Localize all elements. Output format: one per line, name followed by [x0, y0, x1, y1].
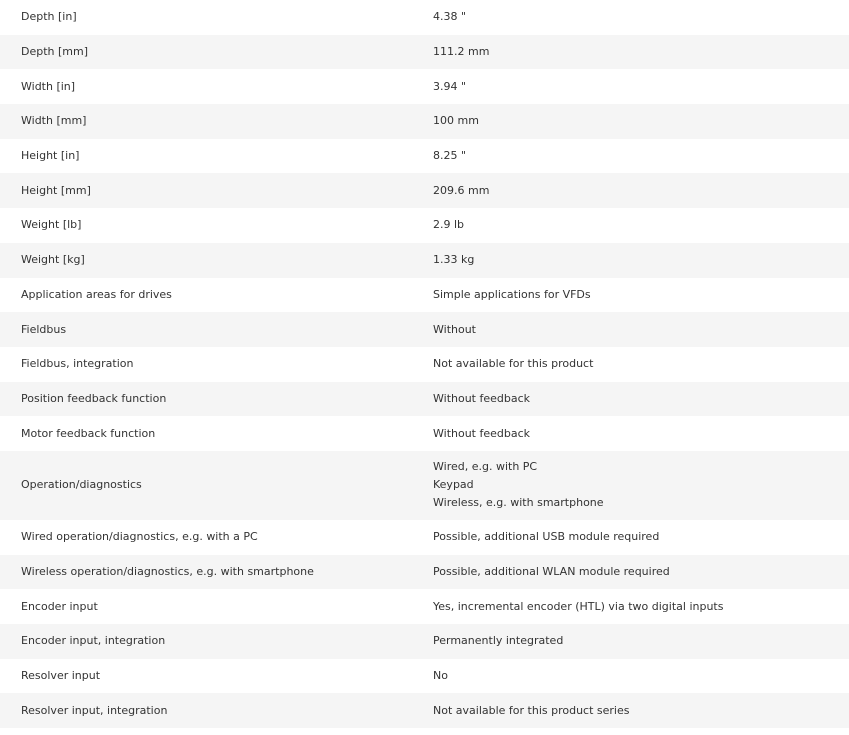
spec-value: 3.94 " — [433, 79, 467, 93]
table-row — [0, 589, 849, 624]
spec-value: 1.33 kg — [433, 253, 475, 267]
table-row — [0, 624, 849, 659]
table-row — [0, 139, 849, 174]
table-row — [0, 520, 849, 555]
table-row — [0, 312, 849, 347]
spec-label: Encoder input — [21, 599, 98, 613]
table-row — [0, 69, 849, 104]
table-row — [0, 659, 849, 694]
spec-label: Weight [kg] — [21, 253, 85, 267]
spec-label: Encoder input, integration — [21, 634, 166, 648]
spec-value: Simple applications for VFDs — [433, 287, 591, 301]
table-row — [0, 278, 849, 313]
spec-value: 2.9 lb — [433, 218, 465, 232]
spec-value: Yes, incremental encoder (HTL) via two digital inputs — [433, 599, 724, 613]
spec-value: 111.2 mm — [433, 45, 490, 59]
spec-value: 4.38 " — [433, 10, 467, 24]
table-row — [0, 243, 849, 278]
spec-label: Width [in] — [21, 79, 76, 93]
spec-label: Weight [lb] — [21, 218, 82, 232]
spec-label: Height [mm] — [21, 183, 91, 197]
spec-label: Position feedback function — [21, 391, 167, 405]
spec-value: Permanently integrated — [433, 634, 564, 648]
table-row — [0, 0, 849, 35]
spec-label: Height [in] — [21, 149, 80, 163]
spec-label: Wireless operation/diagnostics, e.g. with smartphone — [21, 564, 314, 578]
spec-value: No — [433, 669, 448, 683]
spec-value-line: Wired, e.g. with PC — [433, 460, 538, 474]
table-row — [0, 35, 849, 70]
table-row — [0, 382, 849, 417]
spec-label: Fieldbus, integration — [21, 357, 134, 371]
spec-value: Without feedback — [433, 426, 531, 440]
spec-label: Depth [in] — [21, 10, 77, 24]
spec-value: Possible, additional WLAN module required — [433, 564, 670, 578]
table-row — [0, 208, 849, 243]
spec-label: Depth [mm] — [21, 45, 89, 59]
spec-value: 8.25 " — [433, 149, 467, 163]
spec-value-list — [421, 451, 849, 520]
spec-label: Operation/diagnostics — [21, 478, 142, 492]
spec-value: Possible, additional USB module required — [433, 530, 660, 544]
table-row — [0, 451, 849, 520]
spec-value: Without feedback — [433, 391, 531, 405]
spec-label: Resolver input, integration — [21, 703, 168, 717]
spec-label: Resolver input — [21, 669, 101, 683]
spec-value: Not available for this product — [433, 357, 594, 371]
spec-label: Wired operation/diagnostics, e.g. with a PC — [21, 530, 258, 544]
spec-value: 209.6 mm — [433, 183, 490, 197]
spec-label: Width [mm] — [21, 114, 87, 128]
spec-value: 100 mm — [433, 114, 479, 128]
table-row — [0, 173, 849, 208]
spec-value: Not available for this product series — [433, 703, 630, 717]
spec-value: Without — [433, 322, 476, 336]
spec-label: Motor feedback function — [21, 426, 156, 440]
table-row — [0, 104, 849, 139]
spec-value-line: Keypad — [433, 478, 474, 492]
spec-label: Application areas for drives — [21, 287, 172, 301]
spec-label: Fieldbus — [21, 322, 67, 336]
spec-value-line: Wireless, e.g. with smartphone — [433, 496, 604, 510]
table-row — [0, 416, 849, 451]
table-row — [0, 555, 849, 590]
table-row — [0, 347, 849, 382]
table-row — [0, 693, 849, 728]
